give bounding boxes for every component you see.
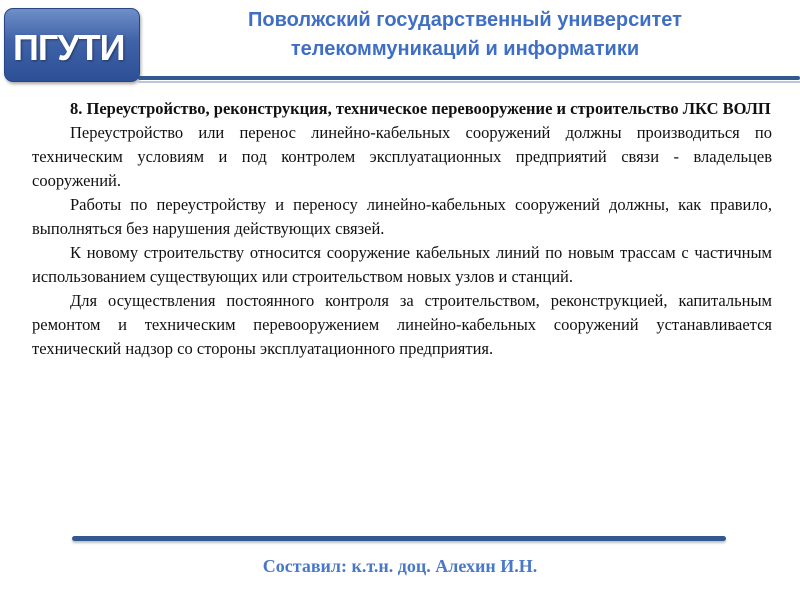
paragraph-3: К новому строительству относится сооружение кабельных линий по новым трассам с частичным использованием существующих или строительством новых узлов и станций. <box>32 243 772 286</box>
paragraph-2: Работы по переустройству и переносу линейно-кабельных сооружений должны, как правило, выполняться без нарушения действующих связей. <box>32 195 772 238</box>
paragraph-1: Переустройство или перенос линейно-кабельных сооружений должны производиться по техническим условиям и под контролем эксплуатационных предприятий связи - владельцев сооружений. <box>32 123 772 190</box>
title-line-1: Поволжский государственный университет <box>248 9 682 31</box>
title-line-2: телекоммуникаций и информатики <box>290 38 640 60</box>
header-divider-shadow <box>138 81 800 83</box>
author-credit: Составил: к.т.н. доц. Алехин И.Н. <box>262 556 538 576</box>
footer-divider <box>72 536 726 541</box>
page-title <box>150 6 780 64</box>
section-heading: 8. Переустройство, реконструкция, техническое перевооружение и строительство ЛКС ВОЛП <box>70 99 771 118</box>
paragraph-4: Для осуществления постоянного контроля за строительством, реконструкцией, капитальным ремонтом и техническим перевооружением линейно-кабельных сооружений устанавливается технический надзор со стороны эксплуатационного предприятия. <box>32 291 772 358</box>
logo-text: ПГУТИ <box>13 27 125 68</box>
header-divider <box>138 76 800 80</box>
slide-body <box>32 97 772 361</box>
university-logo <box>4 8 140 82</box>
